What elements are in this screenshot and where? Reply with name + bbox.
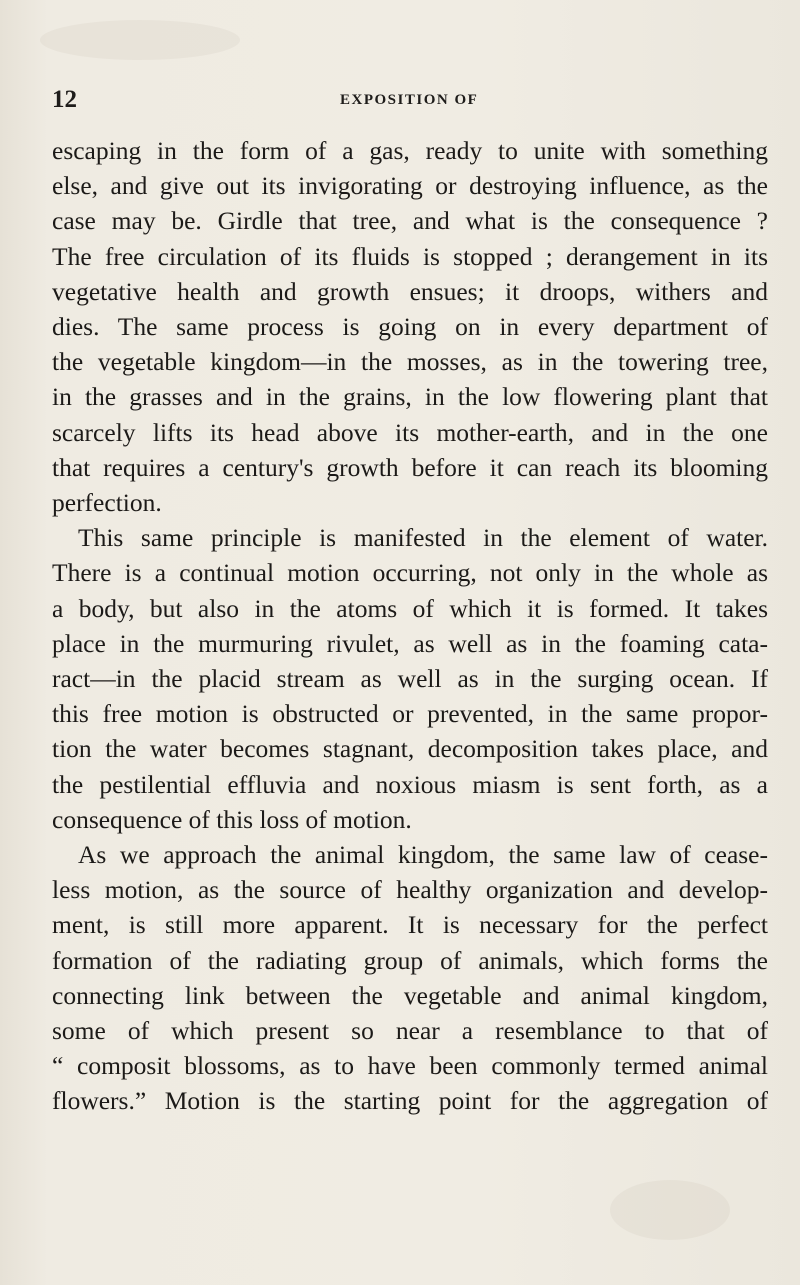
text-line: escaping in the form of a gas, ready to unite with something bbox=[52, 136, 768, 165]
text-line: this free motion is obstructed or prevented, in the same propor- bbox=[52, 699, 768, 729]
text-line: in the grasses and in the grains, in the low flowering plant that bbox=[52, 382, 768, 412]
text-line: place in the murmuring rivulet, as well as in the foaming cata- bbox=[52, 628, 768, 658]
text-line: the pestilential effluvia and noxious miasm is sent forth, as a bbox=[52, 769, 768, 799]
text-line: that requires a century's growth before it can reach its blooming bbox=[52, 452, 768, 482]
text-line: dies. The same process is going on in every department of bbox=[52, 312, 768, 342]
text-line: case may be. Girdle that tree, and what is the consequence ? bbox=[52, 206, 768, 236]
text-line: formation of the radiating group of animals, which forms the bbox=[52, 945, 768, 975]
text-line: vegetative health and growth ensues; it droops, withers and bbox=[52, 276, 768, 306]
text-line: else, and give out its invigorating or destroying influence, as the bbox=[52, 171, 768, 201]
paper-stain bbox=[40, 20, 240, 60]
text-line: a body, but also in the atoms of which it is formed. It takes bbox=[52, 593, 768, 623]
text-line: less motion, as the source of healthy organization and develop- bbox=[52, 875, 768, 905]
paragraph-end-line: perfection. bbox=[52, 488, 162, 518]
text-line: the vegetable kingdom—in the mosses, as in the towering tree, bbox=[52, 347, 768, 377]
text-line: ment, is still more apparent. It is necessary for the perfect bbox=[52, 910, 768, 940]
paper-stain bbox=[610, 1180, 730, 1240]
paragraph-start-line: As we approach the animal kingdom, the same law of cease- bbox=[78, 840, 768, 870]
paragraph-end-line: consequence of this loss of motion. bbox=[52, 804, 412, 834]
text-line: flowers.” Motion is the starting point for the aggregation of bbox=[52, 1086, 768, 1116]
page-number: 12 bbox=[52, 86, 77, 113]
text-line: scarcely lifts its head above its mother-earth, and in the one bbox=[52, 417, 768, 447]
text-line: The free circulation of its fluids is stopped ; derangement in its bbox=[52, 241, 768, 271]
text-line: ract—in the placid stream as well as in the surging ocean. If bbox=[52, 664, 768, 694]
running-title: EXPOSITION OF bbox=[340, 92, 479, 108]
running-head bbox=[52, 86, 772, 116]
text-line: There is a continual motion occurring, not only in the whole as bbox=[52, 558, 768, 588]
text-line: “ composit blossoms, as to have been commonly termed animal bbox=[52, 1051, 768, 1081]
text-line: tion the water becomes stagnant, decomposition takes place, and bbox=[52, 734, 768, 764]
text-line: some of which present so near a resemblance to that of bbox=[52, 1016, 768, 1046]
body-text bbox=[52, 133, 768, 1119]
paragraph-start-line: This same principle is manifested in the element of water. bbox=[78, 523, 768, 553]
text-line: connecting link between the vegetable and animal kingdom, bbox=[52, 980, 768, 1010]
